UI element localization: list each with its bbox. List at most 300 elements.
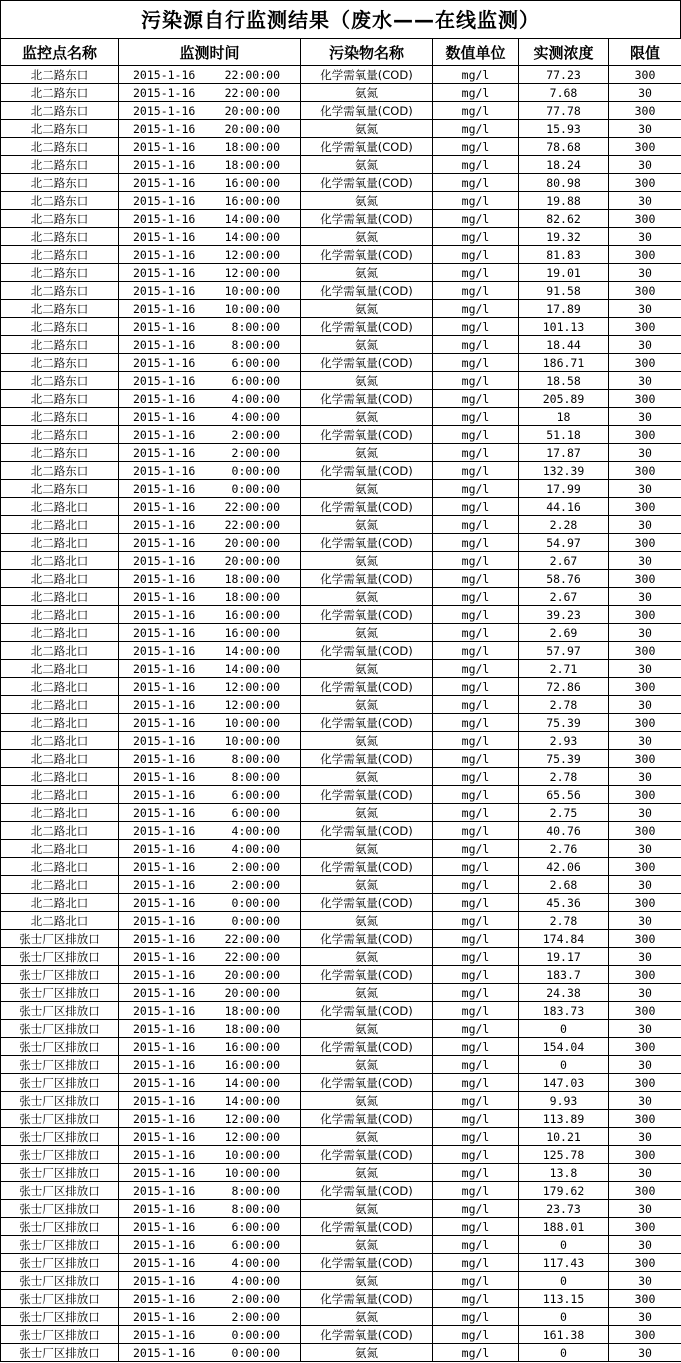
clock-time-text: 14:00:00 — [224, 229, 280, 244]
measured-value-cell: 18.24 — [519, 156, 609, 174]
limit-cell: 30 — [609, 588, 681, 606]
clock-time-text: 8:00:00 — [231, 337, 280, 352]
date-text: 2015-1-16 — [133, 211, 196, 226]
measured-value-cell: 42.06 — [519, 858, 609, 876]
time-cell — [119, 1200, 301, 1218]
table-row — [1, 876, 681, 894]
clock-time-text: 10:00:00 — [224, 1165, 280, 1180]
site-cell: 张士厂区排放口 — [1, 1272, 119, 1290]
measured-value-cell: 2.68 — [519, 876, 609, 894]
unit-cell: mg/l — [433, 318, 519, 336]
unit-cell: mg/l — [433, 390, 519, 408]
time-cell — [119, 66, 301, 84]
clock-time-text: 12:00:00 — [224, 265, 280, 280]
measured-value-cell: 40.76 — [519, 822, 609, 840]
table-row — [1, 552, 681, 570]
table-row — [1, 1038, 681, 1056]
pollutant-cell: 氨氮 — [301, 120, 433, 138]
results-table — [0, 38, 681, 1362]
pollutant-cell: 化学需氧量(COD) — [301, 1218, 433, 1236]
table-row — [1, 264, 681, 282]
date-text: 2015-1-16 — [133, 1255, 196, 1270]
unit-cell: mg/l — [433, 912, 519, 930]
time-cell — [119, 1290, 301, 1308]
pollutant-cell: 化学需氧量(COD) — [301, 714, 433, 732]
table-row — [1, 1002, 681, 1020]
site-cell: 张士厂区排放口 — [1, 1308, 119, 1326]
limit-cell: 300 — [609, 1182, 681, 1200]
site-cell: 张士厂区排放口 — [1, 1038, 119, 1056]
table-row — [1, 732, 681, 750]
limit-cell: 30 — [609, 1164, 681, 1182]
time-cell — [119, 840, 301, 858]
pollutant-cell: 氨氮 — [301, 156, 433, 174]
table-row — [1, 1272, 681, 1290]
site-cell: 北二路北口 — [1, 840, 119, 858]
table-row — [1, 300, 681, 318]
measured-value-cell: 183.73 — [519, 1002, 609, 1020]
unit-cell: mg/l — [433, 1272, 519, 1290]
unit-cell: mg/l — [433, 1038, 519, 1056]
unit-cell: mg/l — [433, 1218, 519, 1236]
site-cell: 北二路北口 — [1, 660, 119, 678]
clock-time-text: 22:00:00 — [224, 949, 280, 964]
clock-time-text: 20:00:00 — [224, 553, 280, 568]
site-cell: 北二路东口 — [1, 318, 119, 336]
clock-time-text: 14:00:00 — [224, 211, 280, 226]
limit-cell: 30 — [609, 300, 681, 318]
site-cell: 北二路北口 — [1, 858, 119, 876]
measured-value-cell: 161.38 — [519, 1326, 609, 1344]
date-text: 2015-1-16 — [133, 337, 196, 352]
site-cell: 张士厂区排放口 — [1, 1344, 119, 1362]
time-cell — [119, 102, 301, 120]
unit-cell: mg/l — [433, 966, 519, 984]
pollutant-cell: 化学需氧量(COD) — [301, 1074, 433, 1092]
clock-time-text: 12:00:00 — [224, 247, 280, 262]
measured-value-cell: 154.04 — [519, 1038, 609, 1056]
measured-value-cell: 174.84 — [519, 930, 609, 948]
unit-cell: mg/l — [433, 732, 519, 750]
site-cell: 北二路北口 — [1, 642, 119, 660]
site-cell: 张士厂区排放口 — [1, 966, 119, 984]
table-row — [1, 1218, 681, 1236]
site-cell: 北二路东口 — [1, 444, 119, 462]
clock-time-text: 2:00:00 — [231, 1309, 280, 1324]
unit-cell: mg/l — [433, 804, 519, 822]
pollutant-cell: 化学需氧量(COD) — [301, 1254, 433, 1272]
date-text: 2015-1-16 — [133, 1039, 196, 1054]
clock-time-text: 2:00:00 — [231, 445, 280, 460]
date-text: 2015-1-16 — [133, 517, 196, 532]
pollutant-cell: 化学需氧量(COD) — [301, 462, 433, 480]
date-text: 2015-1-16 — [133, 1129, 196, 1144]
unit-cell: mg/l — [433, 588, 519, 606]
site-cell: 北二路东口 — [1, 480, 119, 498]
pollutant-cell: 化学需氧量(COD) — [301, 678, 433, 696]
clock-time-text: 6:00:00 — [231, 1237, 280, 1252]
pollutant-cell: 氨氮 — [301, 876, 433, 894]
date-text: 2015-1-16 — [133, 265, 196, 280]
site-cell: 北二路北口 — [1, 624, 119, 642]
table-row — [1, 192, 681, 210]
clock-time-text: 0:00:00 — [231, 1345, 280, 1360]
clock-time-text: 18:00:00 — [224, 589, 280, 604]
clock-time-text: 10:00:00 — [224, 283, 280, 298]
date-text: 2015-1-16 — [133, 175, 196, 190]
limit-cell: 300 — [609, 570, 681, 588]
measured-value-cell: 125.78 — [519, 1146, 609, 1164]
site-cell: 张士厂区排放口 — [1, 1074, 119, 1092]
table-row — [1, 444, 681, 462]
date-text: 2015-1-16 — [133, 247, 196, 262]
date-text: 2015-1-16 — [133, 1309, 196, 1324]
time-cell — [119, 462, 301, 480]
site-cell: 张士厂区排放口 — [1, 1200, 119, 1218]
site-cell: 北二路东口 — [1, 156, 119, 174]
time-cell — [119, 930, 301, 948]
limit-cell: 30 — [609, 1020, 681, 1038]
unit-cell: mg/l — [433, 246, 519, 264]
unit-cell: mg/l — [433, 1020, 519, 1038]
measured-value-cell: 2.78 — [519, 768, 609, 786]
time-cell — [119, 1236, 301, 1254]
pollutant-cell: 化学需氧量(COD) — [301, 894, 433, 912]
pollutant-cell: 氨氮 — [301, 696, 433, 714]
measured-value-cell: 2.28 — [519, 516, 609, 534]
unit-cell: mg/l — [433, 354, 519, 372]
unit-cell: mg/l — [433, 768, 519, 786]
limit-cell: 300 — [609, 1074, 681, 1092]
unit-cell: mg/l — [433, 1182, 519, 1200]
limit-cell: 300 — [609, 822, 681, 840]
date-text: 2015-1-16 — [133, 877, 196, 892]
clock-time-text: 22:00:00 — [224, 67, 280, 82]
unit-cell: mg/l — [433, 1074, 519, 1092]
limit-cell: 300 — [609, 678, 681, 696]
time-cell — [119, 408, 301, 426]
limit-cell: 30 — [609, 192, 681, 210]
limit-cell: 300 — [609, 750, 681, 768]
date-text: 2015-1-16 — [133, 733, 196, 748]
unit-cell: mg/l — [433, 552, 519, 570]
date-text: 2015-1-16 — [133, 1291, 196, 1306]
time-cell — [119, 804, 301, 822]
measured-value-cell: 17.99 — [519, 480, 609, 498]
unit-cell: mg/l — [433, 750, 519, 768]
measured-value-cell: 45.36 — [519, 894, 609, 912]
limit-cell: 300 — [609, 714, 681, 732]
clock-time-text: 18:00:00 — [224, 1003, 280, 1018]
limit-cell: 30 — [609, 552, 681, 570]
time-cell — [119, 1164, 301, 1182]
table-row — [1, 750, 681, 768]
clock-time-text: 10:00:00 — [224, 1147, 280, 1162]
table-row — [1, 1344, 681, 1362]
limit-cell: 30 — [609, 408, 681, 426]
clock-time-text: 8:00:00 — [231, 1183, 280, 1198]
unit-cell: mg/l — [433, 462, 519, 480]
pollutant-cell: 氨氮 — [301, 516, 433, 534]
unit-cell: mg/l — [433, 1164, 519, 1182]
pollutant-cell: 氨氮 — [301, 372, 433, 390]
table-row — [1, 1200, 681, 1218]
limit-cell: 30 — [609, 804, 681, 822]
date-text: 2015-1-16 — [133, 409, 196, 424]
unit-cell: mg/l — [433, 1128, 519, 1146]
table-row — [1, 570, 681, 588]
date-text: 2015-1-16 — [133, 1057, 196, 1072]
measured-value-cell: 113.89 — [519, 1110, 609, 1128]
pollutant-cell: 化学需氧量(COD) — [301, 570, 433, 588]
table-row — [1, 1146, 681, 1164]
table-row — [1, 228, 681, 246]
pollutant-cell: 化学需氧量(COD) — [301, 1290, 433, 1308]
pollutant-cell: 化学需氧量(COD) — [301, 1038, 433, 1056]
measured-value-cell: 0 — [519, 1236, 609, 1254]
pollutant-cell: 氨氮 — [301, 84, 433, 102]
limit-cell: 300 — [609, 1110, 681, 1128]
unit-cell: mg/l — [433, 624, 519, 642]
clock-time-text: 16:00:00 — [224, 175, 280, 190]
pollutant-cell: 氨氮 — [301, 1128, 433, 1146]
clock-time-text: 8:00:00 — [231, 769, 280, 784]
measured-value-cell: 19.32 — [519, 228, 609, 246]
limit-cell: 300 — [609, 354, 681, 372]
time-cell — [119, 444, 301, 462]
limit-cell: 30 — [609, 480, 681, 498]
measured-value-cell: 19.88 — [519, 192, 609, 210]
date-text: 2015-1-16 — [133, 679, 196, 694]
site-cell: 北二路东口 — [1, 192, 119, 210]
date-text: 2015-1-16 — [133, 1147, 196, 1162]
pollutant-cell: 氨氮 — [301, 444, 433, 462]
date-text: 2015-1-16 — [133, 1021, 196, 1036]
clock-time-text: 20:00:00 — [224, 985, 280, 1000]
site-cell: 北二路东口 — [1, 372, 119, 390]
unit-cell: mg/l — [433, 606, 519, 624]
site-cell: 张士厂区排放口 — [1, 948, 119, 966]
table-row — [1, 138, 681, 156]
measured-value-cell: 2.67 — [519, 552, 609, 570]
clock-time-text: 12:00:00 — [224, 1129, 280, 1144]
unit-cell: mg/l — [433, 120, 519, 138]
date-text: 2015-1-16 — [133, 481, 196, 496]
site-cell: 北二路北口 — [1, 606, 119, 624]
clock-time-text: 14:00:00 — [224, 661, 280, 676]
measured-value-cell: 2.71 — [519, 660, 609, 678]
site-cell: 北二路北口 — [1, 804, 119, 822]
limit-cell: 300 — [609, 174, 681, 192]
unit-cell: mg/l — [433, 210, 519, 228]
measured-value-cell: 54.97 — [519, 534, 609, 552]
measured-value-cell: 80.98 — [519, 174, 609, 192]
table-row — [1, 1056, 681, 1074]
date-text: 2015-1-16 — [133, 463, 196, 478]
site-cell: 北二路东口 — [1, 84, 119, 102]
pollutant-cell: 氨氮 — [301, 984, 433, 1002]
clock-time-text: 18:00:00 — [224, 157, 280, 172]
limit-cell: 30 — [609, 1236, 681, 1254]
table-row — [1, 966, 681, 984]
measured-value-cell: 24.38 — [519, 984, 609, 1002]
site-cell: 北二路北口 — [1, 876, 119, 894]
site-cell: 北二路东口 — [1, 426, 119, 444]
clock-time-text: 4:00:00 — [231, 1273, 280, 1288]
limit-cell: 30 — [609, 1128, 681, 1146]
header-limit: 限值 — [609, 39, 681, 66]
limit-cell: 300 — [609, 1326, 681, 1344]
pollutant-cell: 化学需氧量(COD) — [301, 318, 433, 336]
table-body — [1, 66, 681, 1362]
unit-cell: mg/l — [433, 84, 519, 102]
date-text: 2015-1-16 — [133, 373, 196, 388]
time-cell — [119, 858, 301, 876]
date-text: 2015-1-16 — [133, 1165, 196, 1180]
limit-cell: 300 — [609, 1038, 681, 1056]
date-text: 2015-1-16 — [133, 85, 196, 100]
site-cell: 北二路东口 — [1, 138, 119, 156]
measured-value-cell: 101.13 — [519, 318, 609, 336]
time-cell — [119, 1056, 301, 1074]
date-text: 2015-1-16 — [133, 859, 196, 874]
time-cell — [119, 174, 301, 192]
measured-value-cell: 2.75 — [519, 804, 609, 822]
site-cell: 北二路东口 — [1, 246, 119, 264]
pollutant-cell: 化学需氧量(COD) — [301, 606, 433, 624]
limit-cell: 300 — [609, 786, 681, 804]
unit-cell: mg/l — [433, 642, 519, 660]
measured-value-cell: 91.58 — [519, 282, 609, 300]
time-cell — [119, 1092, 301, 1110]
time-cell — [119, 426, 301, 444]
measured-value-cell: 18.58 — [519, 372, 609, 390]
site-cell: 北二路东口 — [1, 462, 119, 480]
table-row — [1, 948, 681, 966]
measured-value-cell: 51.18 — [519, 426, 609, 444]
time-cell — [119, 1344, 301, 1362]
pollutant-cell: 氨氮 — [301, 192, 433, 210]
table-row — [1, 660, 681, 678]
clock-time-text: 6:00:00 — [231, 787, 280, 802]
time-cell — [119, 660, 301, 678]
table-row — [1, 354, 681, 372]
pollutant-cell: 化学需氧量(COD) — [301, 1146, 433, 1164]
date-text: 2015-1-16 — [133, 967, 196, 982]
table-row — [1, 1128, 681, 1146]
clock-time-text: 4:00:00 — [231, 841, 280, 856]
date-text: 2015-1-16 — [133, 985, 196, 1000]
clock-time-text: 12:00:00 — [224, 1111, 280, 1126]
pollutant-cell: 氨氮 — [301, 1236, 433, 1254]
date-text: 2015-1-16 — [133, 643, 196, 658]
unit-cell: mg/l — [433, 534, 519, 552]
time-cell — [119, 1002, 301, 1020]
date-text: 2015-1-16 — [133, 1237, 196, 1252]
measured-value-cell: 0 — [519, 1308, 609, 1326]
time-cell — [119, 498, 301, 516]
date-text: 2015-1-16 — [133, 823, 196, 838]
date-text: 2015-1-16 — [133, 769, 196, 784]
measured-value-cell: 186.71 — [519, 354, 609, 372]
time-cell — [119, 156, 301, 174]
pollutant-cell: 氨氮 — [301, 1164, 433, 1182]
time-cell — [119, 552, 301, 570]
unit-cell: mg/l — [433, 264, 519, 282]
clock-time-text: 22:00:00 — [224, 931, 280, 946]
date-text: 2015-1-16 — [133, 805, 196, 820]
table-row — [1, 624, 681, 642]
time-cell — [119, 822, 301, 840]
time-cell — [119, 1038, 301, 1056]
date-text: 2015-1-16 — [133, 301, 196, 316]
clock-time-text: 0:00:00 — [231, 463, 280, 478]
clock-time-text: 2:00:00 — [231, 859, 280, 874]
limit-cell: 300 — [609, 210, 681, 228]
table-row — [1, 1326, 681, 1344]
site-cell: 北二路北口 — [1, 516, 119, 534]
pollutant-cell: 化学需氧量(COD) — [301, 750, 433, 768]
date-text: 2015-1-16 — [133, 1201, 196, 1216]
date-text: 2015-1-16 — [133, 1219, 196, 1234]
time-cell — [119, 984, 301, 1002]
header-value: 实测浓度 — [519, 39, 609, 66]
date-text: 2015-1-16 — [133, 589, 196, 604]
clock-time-text: 14:00:00 — [224, 1075, 280, 1090]
date-text: 2015-1-16 — [133, 625, 196, 640]
site-cell: 张士厂区排放口 — [1, 1164, 119, 1182]
clock-time-text: 14:00:00 — [224, 643, 280, 658]
clock-time-text: 20:00:00 — [224, 967, 280, 982]
limit-cell: 300 — [609, 462, 681, 480]
time-cell — [119, 606, 301, 624]
unit-cell: mg/l — [433, 408, 519, 426]
time-cell — [119, 264, 301, 282]
site-cell: 张士厂区排放口 — [1, 1002, 119, 1020]
limit-cell: 30 — [609, 876, 681, 894]
site-cell: 北二路北口 — [1, 678, 119, 696]
pollutant-cell: 化学需氧量(COD) — [301, 390, 433, 408]
pollutant-cell: 化学需氧量(COD) — [301, 498, 433, 516]
limit-cell: 30 — [609, 1200, 681, 1218]
clock-time-text: 10:00:00 — [224, 301, 280, 316]
time-cell — [119, 480, 301, 498]
table-row — [1, 156, 681, 174]
pollutant-cell: 化学需氧量(COD) — [301, 1326, 433, 1344]
clock-time-text: 8:00:00 — [231, 751, 280, 766]
site-cell: 张士厂区排放口 — [1, 1218, 119, 1236]
measured-value-cell: 18.44 — [519, 336, 609, 354]
site-cell: 北二路北口 — [1, 732, 119, 750]
unit-cell: mg/l — [433, 840, 519, 858]
measured-value-cell: 2.78 — [519, 696, 609, 714]
date-text: 2015-1-16 — [133, 1093, 196, 1108]
measured-value-cell: 23.73 — [519, 1200, 609, 1218]
clock-time-text: 18:00:00 — [224, 139, 280, 154]
date-text: 2015-1-16 — [133, 193, 196, 208]
unit-cell: mg/l — [433, 516, 519, 534]
time-cell — [119, 948, 301, 966]
limit-cell: 300 — [609, 102, 681, 120]
measured-value-cell: 17.89 — [519, 300, 609, 318]
pollutant-cell: 化学需氧量(COD) — [301, 858, 433, 876]
table-row — [1, 1254, 681, 1272]
measured-value-cell: 188.01 — [519, 1218, 609, 1236]
time-cell — [119, 696, 301, 714]
unit-cell: mg/l — [433, 66, 519, 84]
time-cell — [119, 1128, 301, 1146]
site-cell: 北二路北口 — [1, 822, 119, 840]
